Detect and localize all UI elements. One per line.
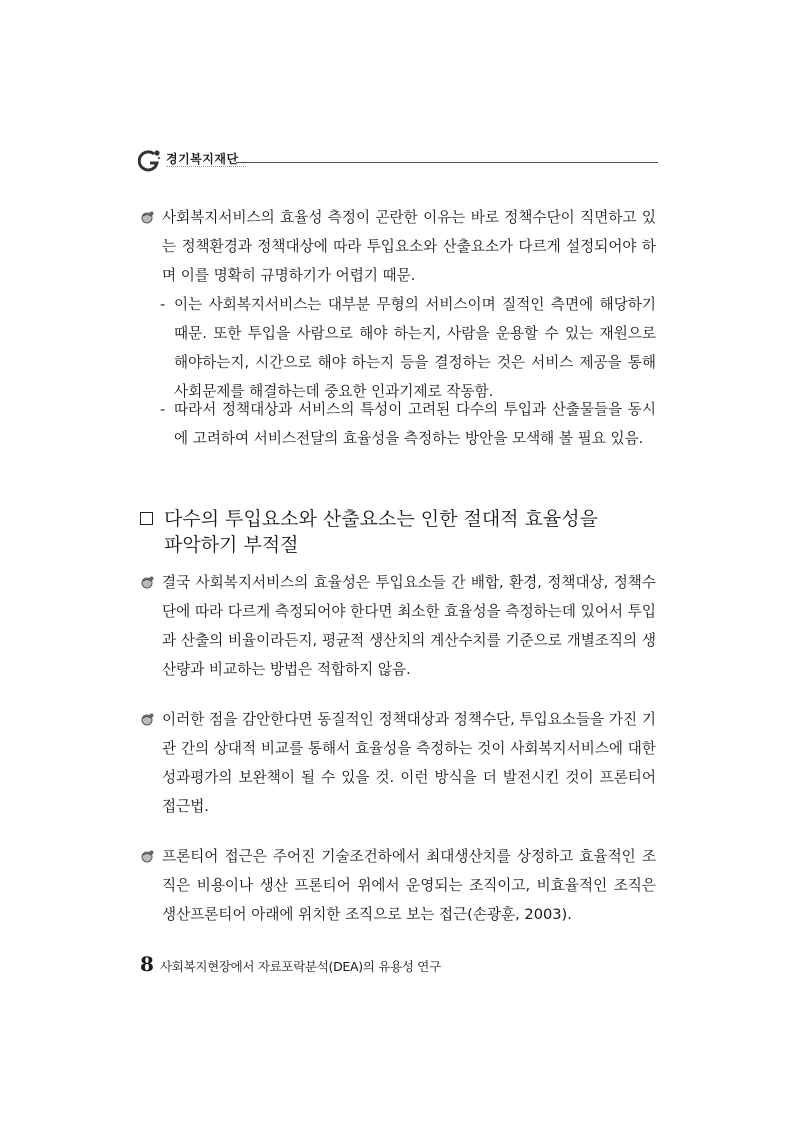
dash-item-text: 이는 사회복지서비스는 대부분 무형의 서비스이며 질적인 측면에 해당하기 때문. 또한 투입을 사람으로 해야 하는지, 사람을 운용할 수 있는 재원으로 해야하는지, 시간으로 해야 하는지 등을 결정하는 것은 서비스 제공을 통해 사회문제를 해결하는데 중요한 인과기제로 작동함.: [174, 296, 656, 400]
globe-bullet-icon: [140, 848, 156, 864]
heading-line-1: 다수의 투입요소와 산출요소는 인한 절대적 효율성을: [164, 508, 598, 530]
bullet-paragraph: [140, 203, 656, 290]
dash-item-text: 따라서 정책대상과 서비스의 특성이 고려된 다수의 투입과 산출물들을 동시에 고려하여 서비스전달의 효율성을 측정하는 방안을 모색해 볼 필요 있음.: [174, 401, 656, 447]
page-header: [138, 146, 658, 178]
page-footer: [140, 952, 660, 978]
dash-marker: -: [160, 401, 166, 418]
org-subtext-line: [166, 166, 246, 170]
bullet-paragraph: [140, 568, 656, 684]
bullet-paragraph: [140, 705, 656, 821]
bullet-paragraph: [140, 842, 656, 929]
dash-marker: -: [160, 296, 166, 313]
dash-item: [160, 290, 656, 406]
globe-bullet-icon: [140, 711, 156, 727]
globe-bullet-icon: [140, 209, 156, 225]
dash-item: [160, 395, 656, 453]
header-rule: [236, 162, 658, 163]
paragraph-text: 결국 사회복지서비스의 효율성은 투입요소들 간 배합, 환경, 정책대상, 정책수단에 따라 다르게 측정되어야 한다면 최소한 효율성을 측정하는데 있어서 투입과 산출의 비율이라든지, 평균적 생산치의 계산수치를 기준으로 개별조직의 생산량과 비교하는 방법은 적합하지 않음.: [162, 574, 656, 678]
page-number: 8: [140, 952, 154, 976]
gyeonggi-welfare-logo-icon: [138, 148, 162, 174]
paragraph-text: 사회복지서비스의 효율성 측정이 곤란한 이유는 바로 정책수단이 직면하고 있는 정책환경과 정책대상에 따라 투입요소와 산출요소가 다르게 설정되어야 하며 이를 명확히 규명하기가 어렵기 때문.: [162, 209, 656, 284]
globe-bullet-icon: [140, 574, 156, 590]
org-name: 경기복지재단: [166, 152, 239, 166]
heading-line-2: 파악하기 부적절: [164, 534, 299, 556]
square-box-icon: [140, 512, 153, 525]
paragraph-text: 프론티어 접근은 주어진 기술조건하에서 최대생산치를 상정하고 효율적인 조직은 비용이나 생산 프론티어 위에서 운영되는 조직이고, 비효율적인 조직은 생산프론티어 아래에 위치한 조직으로 보는 접근(손광훈, 2003).: [162, 848, 656, 923]
paragraph-text: 이러한 점을 감안한다면 동질적인 정책대상과 정책수단, 투입요소들을 가진 기관 간의 상대적 비교를 통해서 효율성을 측정하는 것이 사회복지서비스에 대한 성과평가의 보완책이 될 수 있을 것. 이런 방식을 더 발전시킨 것이 프론티어 접근법.: [162, 711, 656, 815]
report-title: 사회복지현장에서 자료포락분석(DEA)의 유용성 연구: [160, 959, 441, 974]
section-heading: [140, 506, 660, 558]
